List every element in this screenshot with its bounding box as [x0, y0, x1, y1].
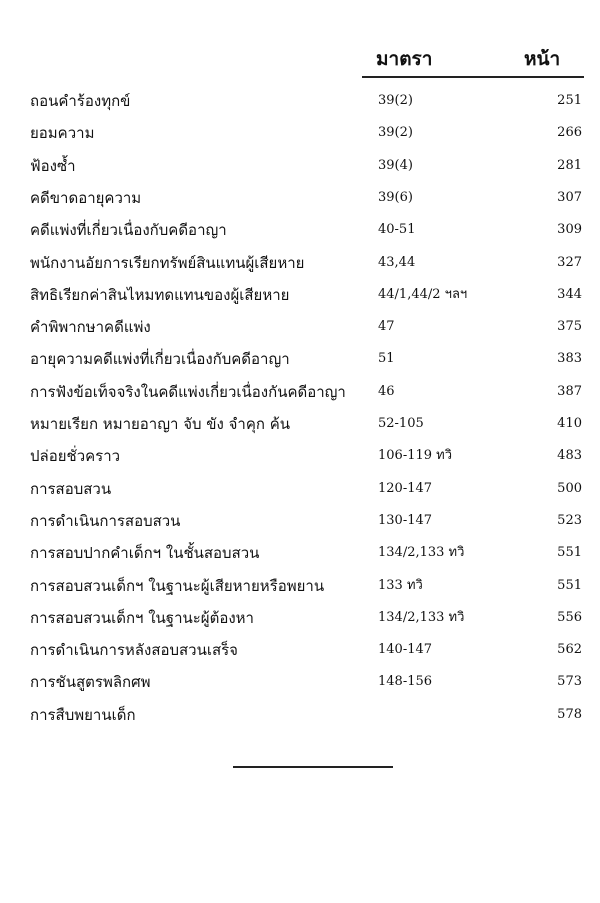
- entry-section: 133 ทวิ: [378, 577, 423, 593]
- index-entry: [0, 346, 600, 372]
- entry-topic: สิทธิเรียกค่าสินไหมทดแทนของผู้เสียหาย: [30, 285, 290, 304]
- entry-page-number: 307: [557, 189, 582, 205]
- entry-page-number: 327: [557, 254, 582, 270]
- entry-page-number: 500: [557, 480, 582, 496]
- entry-topic: การดำเนินการหลังสอบสวนเสร็จ: [30, 641, 238, 660]
- index-entry: [0, 250, 600, 276]
- entry-section: 52-105: [378, 416, 424, 431]
- entry-topic: การสอบสวนเด็กฯ ในฐานะผู้ต้องหา: [30, 608, 254, 627]
- index-entry: [0, 314, 600, 340]
- entry-section: 39(2): [378, 125, 413, 141]
- index-entry: [0, 508, 600, 534]
- index-entry: [0, 669, 600, 695]
- entry-page-number: 562: [557, 642, 582, 658]
- entry-page-number: 344: [557, 286, 582, 302]
- entry-page-number: 578: [557, 706, 582, 722]
- entry-page-number: 573: [557, 674, 582, 690]
- index-entry: [0, 443, 600, 469]
- entry-section: 39(2): [378, 93, 413, 108]
- index-entry: [0, 379, 600, 405]
- section-column-heading: มาตรา: [376, 48, 433, 70]
- entry-section: 134/2,133 ทวิ: [378, 545, 465, 561]
- index-entry: [0, 120, 600, 146]
- entry-topic: การชันสูตรพลิกศพ: [30, 673, 151, 692]
- entry-page-number: 251: [557, 93, 582, 108]
- entry-page-number: 410: [557, 416, 582, 431]
- entry-topic: การสืบพยานเด็ก: [30, 705, 136, 724]
- index-entry: [0, 476, 600, 502]
- entry-page-number: 383: [557, 351, 582, 367]
- entry-topic: พนักงานอัยการเรียกทรัพย์สินแทนผู้เสียหาย: [30, 253, 305, 272]
- entry-topic: การฟังข้อเท็จจริงในคดีแพ่งเกี่ยวเนื่องกันคดีอาญา: [30, 382, 346, 401]
- entry-section: 51: [378, 351, 395, 367]
- entry-topic: การสอบสวน: [30, 479, 112, 498]
- index-entry: [0, 573, 600, 599]
- index-entry: [0, 153, 600, 179]
- entry-page-number: 551: [557, 545, 582, 561]
- entry-page-number: 387: [557, 383, 582, 399]
- entry-page-number: 556: [557, 609, 582, 625]
- entry-section: 44/1,44/2 ฯลฯ: [378, 286, 468, 302]
- entry-page-number: 523: [557, 512, 582, 528]
- header-underline: [362, 76, 584, 78]
- column-header: [0, 44, 600, 74]
- entry-topic: ถอนคำร้องทุกข์: [30, 92, 131, 110]
- entry-page-number: 375: [557, 319, 582, 335]
- entry-page-number: 309: [557, 222, 582, 238]
- entry-topic: การสอบสวนเด็กฯ ในฐานะผู้เสียหายหรือพยาน: [30, 576, 325, 595]
- entry-section: 134/2,133 ทวิ: [378, 609, 465, 625]
- entry-section: 39(4): [378, 157, 413, 173]
- entry-topic: คดีแพ่งที่เกี่ยวเนื่องกับคดีอาญา: [30, 221, 227, 240]
- entry-topic: อายุความคดีแพ่งที่เกี่ยวเนื่องกับคดีอาญา: [30, 350, 290, 369]
- index-entry: [0, 411, 600, 437]
- entry-section: 46: [378, 383, 395, 399]
- index-entry: [0, 540, 600, 566]
- entry-topic: การดำเนินการสอบสวน: [30, 511, 181, 530]
- entry-section: 39(6): [378, 189, 413, 205]
- entry-section: 47: [378, 319, 395, 335]
- index-entry: [0, 702, 600, 728]
- entry-section: 40-51: [378, 222, 416, 238]
- entry-page-number: 281: [557, 157, 582, 173]
- page-column-heading: หน้า: [524, 48, 561, 70]
- entry-section: 43,44: [378, 254, 416, 270]
- entry-topic: ปล่อยชั่วคราว: [30, 447, 121, 466]
- entry-section: 130-147: [378, 512, 433, 528]
- entry-section: 120-147: [378, 480, 433, 496]
- index-entry: [0, 185, 600, 211]
- entry-topic: การสอบปากคำเด็กฯ ในชั้นสอบสวน: [30, 544, 260, 563]
- entry-section: 140-147: [378, 642, 433, 658]
- entry-topic: ยอมความ: [30, 124, 95, 143]
- entry-topic: ฟ้องซ้ำ: [30, 156, 76, 175]
- index-entry: [0, 605, 600, 631]
- entry-page-number: 483: [557, 448, 582, 464]
- index-entry: [0, 217, 600, 243]
- entry-page-number: 266: [557, 125, 582, 141]
- entry-topic: คำพิพากษาคดีแพ่ง: [30, 318, 151, 337]
- footer-divider: [233, 766, 393, 768]
- entry-section: 106-119 ทวิ: [378, 448, 453, 464]
- entry-topic: หมายเรียก หมายอาญา จับ ขัง จำคุก ค้น: [30, 415, 291, 433]
- index-entry: [0, 637, 600, 663]
- index-entry: [0, 88, 600, 114]
- entry-page-number: 551: [557, 577, 582, 593]
- entry-section: 148-156: [378, 674, 433, 690]
- entry-topic: คดีขาดอายุความ: [30, 188, 142, 207]
- index-entry: [0, 282, 600, 308]
